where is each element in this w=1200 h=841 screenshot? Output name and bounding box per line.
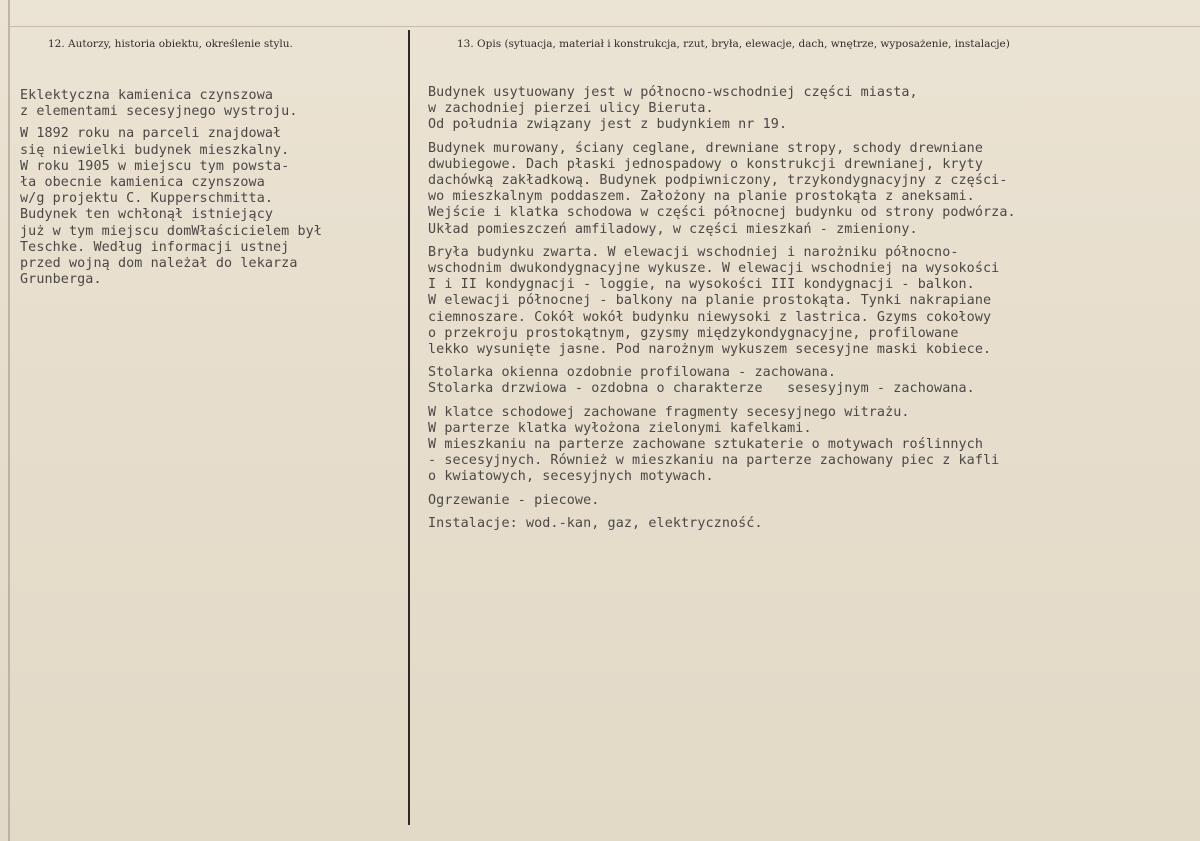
text-line: W mieszkaniu na parterze zachowane sztukaterie o motywach roślinnych — [428, 437, 984, 453]
text-line: W parterze klatka wyłożona zielonymi kafelkami. — [428, 420, 812, 436]
text-line: Układ pomieszczeń amfiladowy, w części mieszkań - zmieniony. — [428, 221, 918, 237]
text-line: dwubiegowe. Dach płaski jednospadowy o konstrukcji drewnianej, kryty — [428, 156, 984, 172]
text-line: Budynek usytuowany jest w północno-wschodniej części miasta, — [428, 85, 918, 100]
text-line: W 1892 roku na parceli znajdował — [20, 126, 282, 142]
text-line: dachówką zakładkową. Budynek podpiwniczony, trzykondygnacyjny z części- — [428, 173, 1008, 189]
text-line: W elewacji północnej - balkony na planie prostokąta. Tynki nakrapiane — [428, 293, 992, 309]
text-line: W klatce schodowej zachowane fragmenty secesyjnego witrażu. — [428, 404, 910, 420]
text-line: Bryła budynku zwarta. W elewacji wschodniej i narożniku północno- — [428, 244, 959, 260]
section-12-text — [20, 88, 408, 294]
paragraph-joinery — [428, 365, 1168, 397]
text-line: przed wojną dom należał do lekarza — [20, 256, 298, 272]
text-line: z elementami secesyjnego wystroju. — [20, 104, 298, 120]
text-line: I i II kondygnacji - loggie, na wysokości III kondygnacji - balkon. — [428, 277, 975, 293]
text-line: wschodnim dwukondygnacyjne wykusze. W elewacji wschodniej na wysokości — [428, 261, 1000, 277]
text-line: o przekroju prostokątnym, gzysmy międzykondygnacyjne, profilowane — [428, 325, 959, 341]
text-line: Grunberga. — [20, 272, 102, 288]
text-line: już w tym miejscu domWłaścicielem był — [20, 223, 322, 239]
text-line: Teschke. Według informacji ustnej — [20, 239, 290, 255]
column-divider — [408, 30, 410, 825]
text-line: Stolarka okienna ozdobnie profilowana - zachowana. — [428, 365, 837, 381]
paragraph-heating — [428, 493, 1168, 509]
text-line: Ogrzewanie - piecowe. — [428, 492, 600, 508]
paragraph-location — [428, 85, 1168, 134]
text-line: Budynek murowany, ściany ceglane, drewniane stropy, schody drewniane — [428, 140, 984, 156]
text-line: w zachodniej pierzei ulicy Bieruta. — [428, 101, 714, 117]
paragraph-interior — [428, 405, 1168, 486]
section-13-header: 13. Opis (sytuacja, materiał i konstrukcja, rzut, bryła, elewacje, dach, wnętrze, wyposażenie, instalacje) — [457, 38, 1010, 50]
text-line: Budynek ten wchłonął istniejący — [20, 207, 274, 223]
sheet-left-edge — [8, 0, 10, 841]
text-line: w/g projektu C. Kupperschmitta. — [20, 191, 274, 207]
text-line: Od południa związany jest z budynkiem nr 19. — [428, 117, 788, 133]
paragraph-facade — [428, 245, 1168, 358]
paragraph-style — [20, 88, 408, 120]
text-line: - secesyjnych. Również w mieszkaniu na parterze zachowany piec z kafli — [428, 453, 1000, 469]
text-line: się niewielki budynek mieszkalny. — [20, 142, 290, 158]
paragraph-history — [20, 126, 408, 288]
section-12-header: 12. Autorzy, historia obiektu, określenie stylu. — [48, 38, 293, 50]
text-line: ła obecnie kamienica czynszowa — [20, 175, 265, 191]
text-line: Wejście i klatka schodowa w części północnej budynku od strony podwórza. — [428, 205, 1016, 221]
text-line: Stolarka drzwiowa - ozdobna o charakterze sesesyjnym - zachowana. — [428, 381, 975, 397]
text-line: Instalacje: wod.-kan, gaz, elektryczność. — [428, 515, 763, 531]
text-line: Eklektyczna kamienica czynszowa — [20, 88, 274, 103]
text-line: W roku 1905 w miejscu tym powsta- — [20, 158, 290, 174]
paragraph-installations — [428, 516, 1168, 532]
text-line: wo mieszkalnym poddaszem. Założony na planie prostokąta z aneksami. — [428, 189, 975, 205]
top-rule — [10, 26, 1200, 27]
text-line: lekko wysunięte jasne. Pod narożnym wykuszem secesyjne maski kobiece. — [428, 342, 992, 358]
paragraph-construction — [428, 141, 1168, 238]
text-line: ciemnoszare. Cokół wokół budynku niewysoki z lastrica. Gzyms cokołowy — [428, 309, 992, 325]
section-13-text — [428, 85, 1168, 539]
text-line: o kwiatowych, secesyjnych motywach. — [428, 469, 714, 485]
